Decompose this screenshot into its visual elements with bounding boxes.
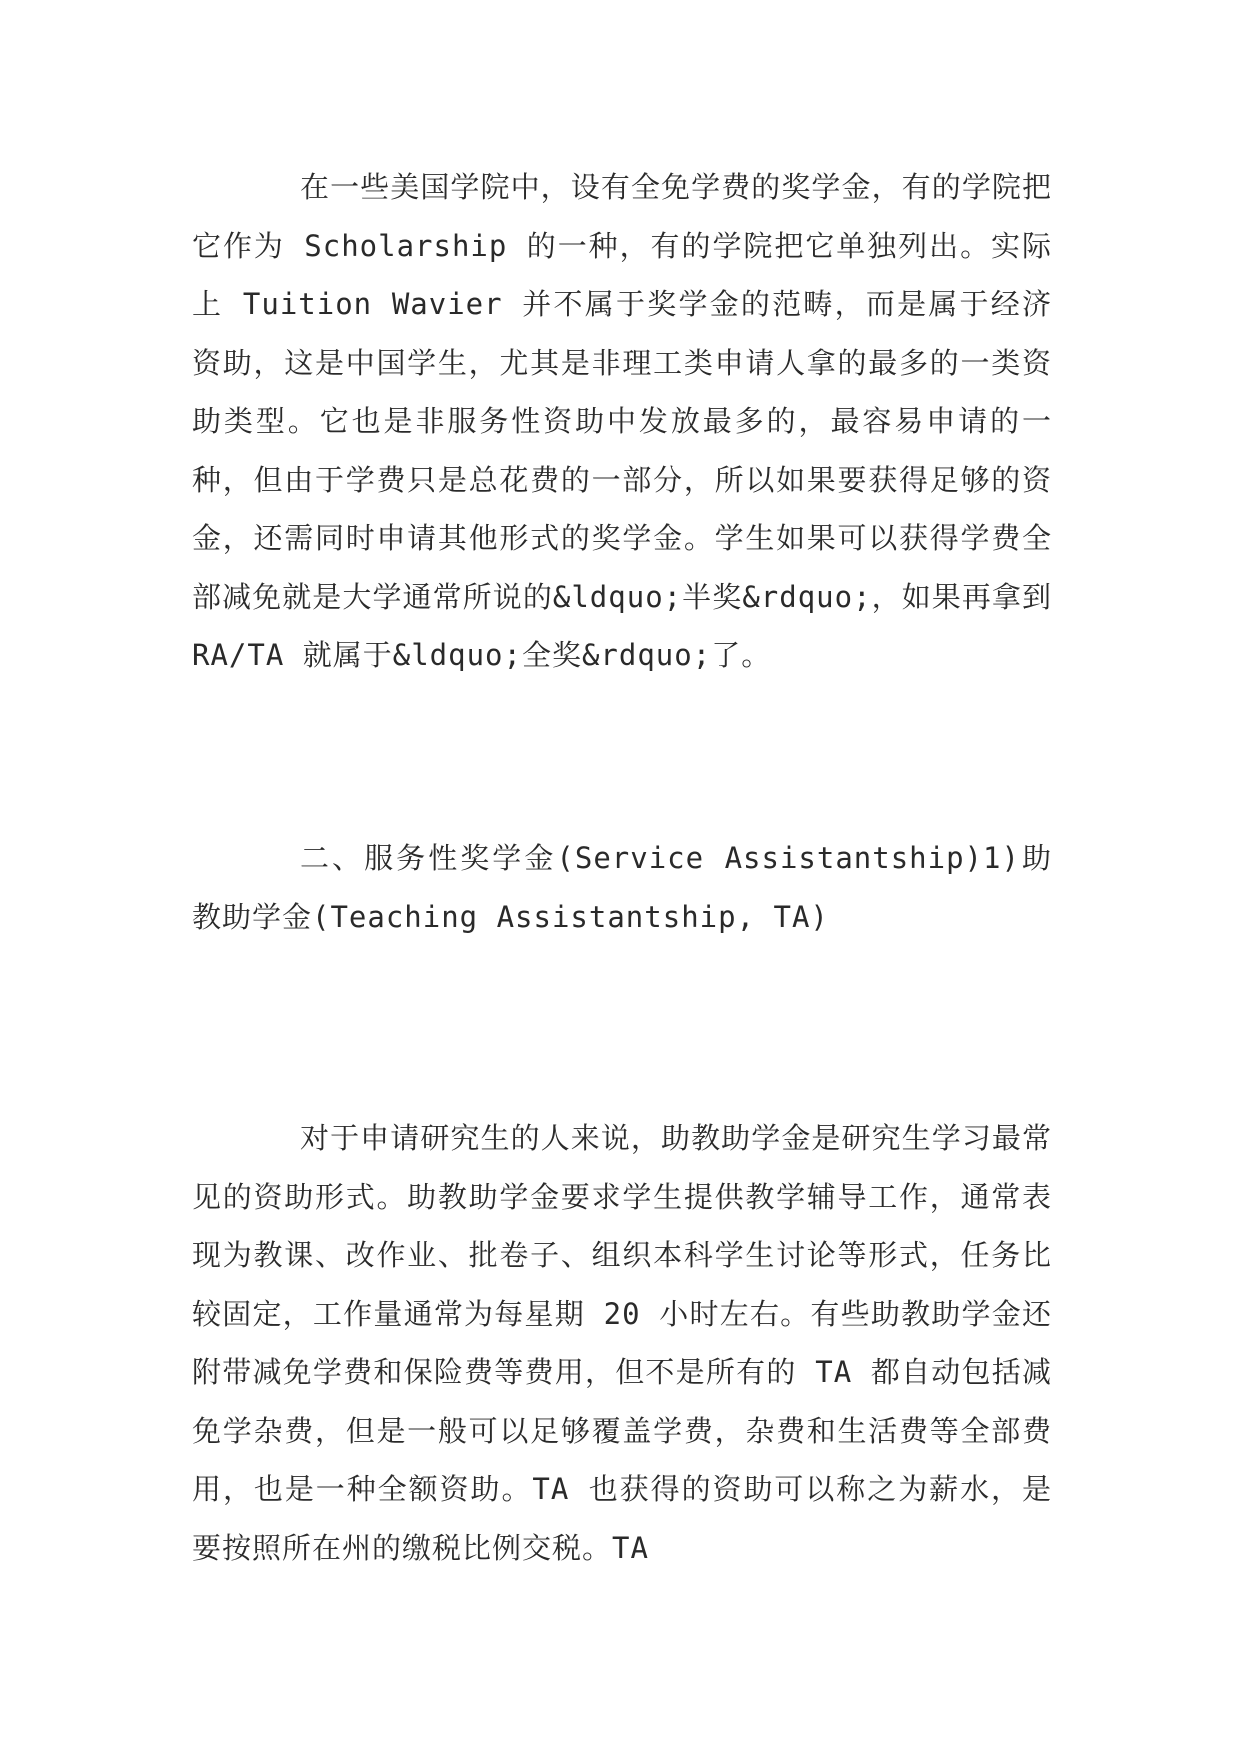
section-heading-service-assistantship: 二、服务性奖学金(Service Assistantship)1)助教助学金(Teaching Assistantship, TA) <box>192 841 1052 934</box>
paragraph-teaching-assistantship: 对于申请研究生的人来说，助教助学金是研究生学习最常见的资助形式。助教助学金要求学生提供教学辅导工作，通常表现为教课、改作业、批卷子、组织本科学生讨论等形式，任务比较固定，工作量通常为每星期 20 小时左右。有些助教助学金还附带减免学费和保险费等费用，但不是所有的 TA 都自动包括减免学杂费，但是一般可以足够覆盖学费，杂费和生活费等全部费用，也是一种全额资助。TA 也获得的资助可以称之为薪水，是要按照所在州的缴税比例交税。TA <box>192 1121 1052 1565</box>
paragraph-tuition-waiver: 在一些美国学院中，设有全免学费的奖学金，有的学院把它作为 Scholarship 的一种，有的学院把它单独列出。实际上 Tuition Wavier 并不属于奖学金的范畴，而是属于经济资助，这是中国学生，尤其是非理工类申请人拿的最多的一类资助类型。它也是非服务性资助中发放最多的，最容易申请的一种，但由于学费只是总花费的一部分，所以如果要获得足够的资金，还需同时申请其他形式的奖学金。学生如果可以获得学费全部减免就是大学通常所说的&ldquo;半奖&rdquo;，如果再拿到 RA/TA 就属于&ldquo;全奖&rdquo;了。 <box>192 170 1052 672</box>
